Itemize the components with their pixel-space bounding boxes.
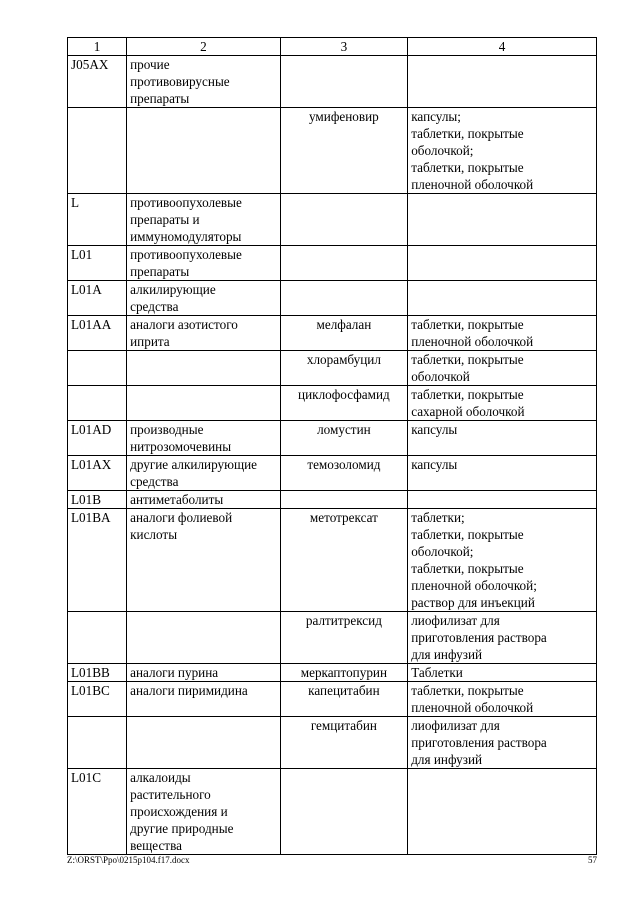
code-cell — [68, 509, 127, 612]
form-cell — [408, 386, 597, 421]
code-cell-text: L01AA — [71, 317, 112, 332]
drug-cell — [280, 351, 408, 386]
code-cell-text: L01AX — [71, 457, 112, 472]
table-row — [68, 509, 597, 612]
drug-cell — [280, 56, 408, 108]
code-cell — [68, 717, 127, 769]
drug-cell — [280, 316, 408, 351]
table-row — [68, 351, 597, 386]
form-cell-text: таблетки, покрытые сахарной оболочкой — [411, 387, 525, 419]
drug-table — [67, 37, 597, 855]
group-cell — [127, 612, 281, 664]
code-cell — [68, 491, 127, 509]
group-cell-text: аналоги фолиевой кислоты — [130, 510, 233, 542]
group-cell — [127, 664, 281, 682]
drug-cell — [280, 612, 408, 664]
drug-cell — [280, 386, 408, 421]
code-cell — [68, 769, 127, 855]
form-cell — [408, 612, 597, 664]
code-cell — [68, 612, 127, 664]
group-cell-text: антиметаболиты — [130, 492, 224, 507]
group-cell — [127, 194, 281, 246]
code-cell-text: L01AD — [71, 422, 112, 437]
drug-cell-text: метотрексат — [309, 510, 378, 525]
form-cell — [408, 769, 597, 855]
drug-cell — [280, 246, 408, 281]
code-cell-text: L01B — [71, 492, 102, 507]
drug-cell — [280, 281, 408, 316]
form-cell — [408, 717, 597, 769]
code-cell — [68, 456, 127, 491]
form-cell-text: лиофилизат для приготовления раствора для инфузий — [411, 718, 547, 767]
drug-cell — [280, 717, 408, 769]
table-row — [68, 682, 597, 717]
code-cell — [68, 386, 127, 421]
header-col-4: 4 — [408, 38, 597, 56]
code-cell-text: L01A — [71, 282, 102, 297]
table-row — [68, 664, 597, 682]
drug-cell-text: гемцитабин — [310, 718, 377, 733]
form-cell-text: лиофилизат для приготовления раствора для инфузий — [411, 613, 547, 662]
table-row — [68, 281, 597, 316]
code-cell — [68, 316, 127, 351]
drug-cell — [280, 491, 408, 509]
drug-cell — [280, 108, 408, 194]
drug-cell — [280, 682, 408, 717]
group-cell-text: алкилирующие средства — [130, 282, 216, 314]
code-cell-text: J05AX — [71, 57, 109, 72]
drug-cell — [280, 509, 408, 612]
form-cell — [408, 194, 597, 246]
form-cell-text: капсулы — [411, 422, 458, 437]
table-row — [68, 194, 597, 246]
table-row — [68, 386, 597, 421]
drug-cell-text: ралтитрексид — [305, 613, 382, 628]
page-footer — [67, 855, 597, 865]
code-cell — [68, 682, 127, 717]
code-cell-text: L01BB — [71, 665, 110, 680]
table-row — [68, 316, 597, 351]
drug-cell-text: мелфалан — [316, 317, 372, 332]
page-number: 57 — [588, 855, 597, 865]
form-cell — [408, 281, 597, 316]
group-cell — [127, 509, 281, 612]
group-cell-text: аналоги пурина — [130, 665, 219, 680]
file-path: Z:\ORST\Ppo\0215p104.f17.docx — [67, 855, 190, 865]
group-cell-text: противоопухолевые препараты и иммуномодуляторы — [130, 195, 242, 244]
form-cell-text: таблетки, покрытые оболочкой — [411, 352, 524, 384]
form-cell-text: таблетки; таблетки, покрытые оболочкой; таблетки, покрытые пленочной оболочкой; раствор для инъекций — [411, 510, 537, 610]
form-cell — [408, 664, 597, 682]
table-row — [68, 769, 597, 855]
form-cell — [408, 108, 597, 194]
group-cell — [127, 56, 281, 108]
group-cell-text: аналоги азотистого иприта — [130, 317, 238, 349]
header-row — [68, 38, 597, 56]
form-cell — [408, 56, 597, 108]
drug-cell — [280, 194, 408, 246]
code-cell — [68, 108, 127, 194]
table-row — [68, 108, 597, 194]
code-cell-text: L01BA — [71, 510, 111, 525]
drug-cell-text: капецитабин — [308, 683, 380, 698]
code-cell — [68, 421, 127, 456]
group-cell — [127, 316, 281, 351]
group-cell — [127, 108, 281, 194]
code-cell-text: L — [71, 195, 80, 210]
group-cell-text: прочие противовирусные препараты — [130, 57, 230, 106]
form-cell-text: капсулы; таблетки, покрытые оболочкой; таблетки, покрытые пленочной оболочкой — [411, 109, 534, 192]
drug-cell — [280, 456, 408, 491]
group-cell-text: противоопухолевые препараты — [130, 247, 242, 279]
code-cell-text: L01C — [71, 770, 102, 785]
code-cell — [68, 351, 127, 386]
group-cell — [127, 386, 281, 421]
form-cell — [408, 351, 597, 386]
form-cell — [408, 491, 597, 509]
table-body — [68, 56, 597, 855]
drug-cell — [280, 421, 408, 456]
form-cell — [408, 682, 597, 717]
code-cell-text: L01 — [71, 247, 93, 262]
code-cell — [68, 194, 127, 246]
table-row — [68, 717, 597, 769]
code-cell — [68, 281, 127, 316]
group-cell — [127, 281, 281, 316]
group-cell — [127, 769, 281, 855]
table-row — [68, 612, 597, 664]
table-row — [68, 491, 597, 509]
code-cell-text: L01BC — [71, 683, 110, 698]
form-cell — [408, 316, 597, 351]
form-cell — [408, 246, 597, 281]
group-cell-text: производные нитрозомочевины — [130, 422, 232, 454]
group-cell — [127, 456, 281, 491]
form-cell-text: капсулы — [411, 457, 458, 472]
drug-cell-text: хлорамбуцил — [306, 352, 381, 367]
form-cell — [408, 456, 597, 491]
group-cell-text: другие алкилирующие средства — [130, 457, 258, 489]
form-cell-text: таблетки, покрытые пленочной оболочкой — [411, 317, 534, 349]
header-col-3: 3 — [280, 38, 408, 56]
table-row — [68, 456, 597, 491]
group-cell — [127, 351, 281, 386]
form-cell-text: таблетки, покрытые пленочной оболочкой — [411, 683, 534, 715]
table-row — [68, 246, 597, 281]
form-cell-text: Таблетки — [411, 665, 463, 680]
group-cell-text: аналоги пиримидина — [130, 683, 248, 698]
header-col-2: 2 — [127, 38, 281, 56]
form-cell — [408, 509, 597, 612]
drug-cell-text: циклофосфамид — [298, 387, 390, 402]
group-cell — [127, 421, 281, 456]
drug-cell-text: меркаптопурин — [300, 665, 388, 680]
group-cell — [127, 491, 281, 509]
header-col-1: 1 — [68, 38, 127, 56]
table-row — [68, 421, 597, 456]
group-cell-text: алкалоиды растительного происхождения и другие природные вещества — [130, 770, 234, 853]
code-cell — [68, 246, 127, 281]
drug-cell-text: темозоломид — [307, 457, 381, 472]
code-cell — [68, 664, 127, 682]
drug-cell-text: ломустин — [317, 422, 371, 437]
form-cell — [408, 421, 597, 456]
group-cell — [127, 717, 281, 769]
group-cell — [127, 246, 281, 281]
drug-cell — [280, 769, 408, 855]
group-cell — [127, 682, 281, 717]
table-row — [68, 56, 597, 108]
drug-cell — [280, 664, 408, 682]
drug-cell-text: умифеновир — [309, 109, 379, 124]
code-cell — [68, 56, 127, 108]
